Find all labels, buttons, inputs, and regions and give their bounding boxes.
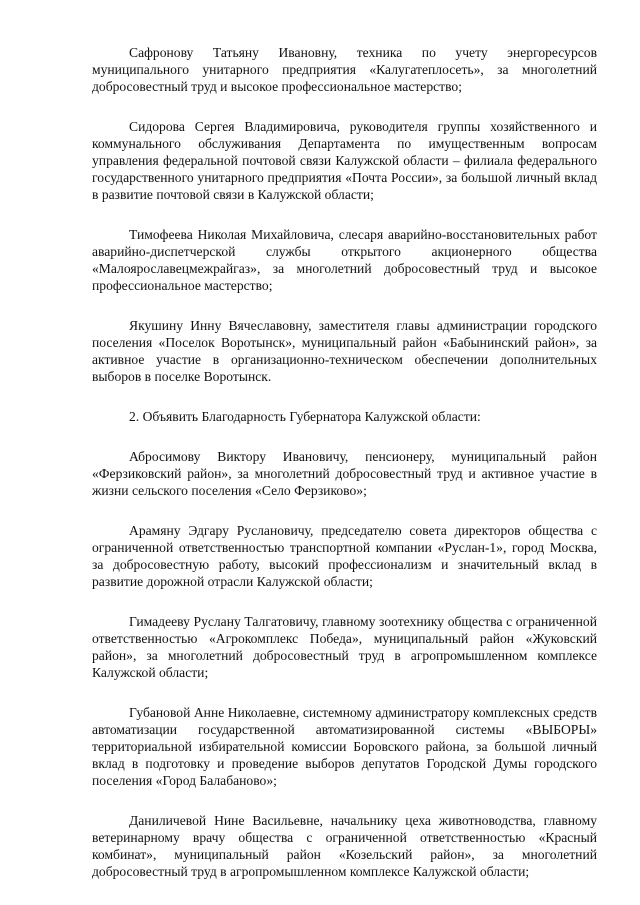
paragraph-gap	[92, 499, 597, 522]
section-heading: 2. Объявить Благодарность Губернатора Калужской области:	[129, 409, 481, 424]
paragraph-gap	[92, 95, 597, 118]
paragraph-gap	[92, 425, 597, 448]
thanks-paragraph-aramyan: Арамяну Эдгару Руслановичу, председателю совета директоров общества с ограниченной ответственностью транспортной компании «Руслан-1», город Москва, за добросовестную работу, высокий профессионализм и значительный вклад в развитие дорожной отрасли Калужской области;	[92, 523, 597, 589]
document-page	[92, 44, 597, 880]
paragraph-gap	[92, 385, 597, 408]
paragraph-gap	[92, 681, 597, 704]
thanks-paragraph-gubanova: Губановой Анне Николаевне, системному администратору комплексных средств автоматизации государственной автоматизированной системы «ВЫБОРЫ» территориальной избирательной комиссии Боровского района, за большой личный вклад в подготовку и проведение выборов депутатов Городской Думы городского поселения «Город Балабаново»;	[92, 705, 597, 788]
paragraph-gap	[92, 590, 597, 613]
award-paragraph-safronova: Сафронову Татьяну Ивановну, техника по учету энергоресурсов муниципального унитарного предприятия «Калугатеплосеть», за многолетний добросовестный труд и высокое профессиональное мастерство;	[92, 45, 597, 94]
award-paragraph-yakushina: Якушину Инну Вячеславовну, заместителя главы администрации городского поселения «Поселок Воротынск», муниципальный район «Бабынинский район», за активное участие в организационно-техническом обеспечении дополнительных выборов в поселке Воротынск.	[92, 318, 597, 384]
award-paragraph-sidorov: Сидорова Сергея Владимировича, руководителя группы хозяйственного и коммунального обслуживания Департамента по имущественным вопросам управления федеральной почтовой связи Калужской области – филиала федерального государственного унитарного предприятия «Почта России», за большой личный вклад в развитие почтовой связи в Калужской области;	[92, 119, 597, 202]
paragraph-gap	[92, 294, 597, 317]
paragraph-gap	[92, 203, 597, 226]
thanks-paragraph-danilicheva: Даниличевой Нине Васильевне, начальнику цеха животноводства, главному ветеринарному врачу общества с ограниченной ответственностью «Красный комбинат», муниципальный район «Козельский район», за многолетний добросовестный труд в агропромышленном комплексе Калужской области;	[92, 813, 597, 879]
thanks-paragraph-gimadeev: Гимадееву Руслану Талгатовичу, главному зоотехнику общества с ограниченной ответственностью «Агрокомплекс Победа», муниципальный район «Жуковский район», за многолетний добросовестный труд в агропромышленном комплексе Калужской области;	[92, 614, 597, 680]
award-paragraph-timofeev: Тимофеева Николая Михайловича, слесаря аварийно-восстановительных работ аварийно-диспетчерской службы открытого акционерного общества «Малоярославецмежрайгаз», за многолетний добросовестный труд и высокое профессиональное мастерство;	[92, 227, 597, 293]
thanks-paragraph-abrosimov: Абросимову Виктору Ивановичу, пенсионеру, муниципальный район «Ферзиковский район», за многолетний добросовестный труд и активное участие в жизни сельского поселения «Село Ферзиково»;	[92, 449, 597, 498]
paragraph-gap	[92, 789, 597, 812]
